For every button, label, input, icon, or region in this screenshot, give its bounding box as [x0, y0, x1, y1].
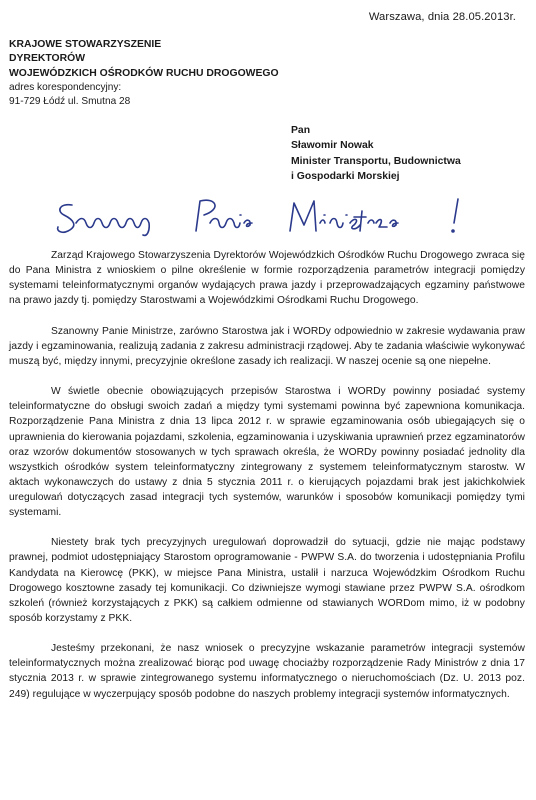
letter-body — [9, 248, 525, 717]
sender-org-line: DYREKTORÓW — [9, 53, 86, 65]
sender-address-label: adres korespondencyjny: — [9, 81, 122, 93]
handwritten-salutation — [54, 193, 474, 243]
sender-org-line: KRAJOWE STOWARZYSZENIE — [9, 39, 162, 50]
recipient-line: i Gospodarki Morskiej — [291, 170, 400, 182]
sender-org-line: WOJEWÓDZKICH OŚRODKÓW RUCHU DROGOWEGO — [9, 67, 279, 79]
body-paragraph: Szanowny Panie Ministrze, zarówno Starostwa jak i WORDy odpowiednio w zakresie wydawania praw jazdy i egzaminowania, realizują zadania z zakresu administracji rządowej. Aby te zadania właściwie wykonywać muszą być, między innymi, precyzyjnie określone zasady ich realizacji. W naszej ocenie są one niepełne. — [9, 325, 525, 367]
recipient-line: Sławomir Nowak — [291, 140, 374, 152]
recipient-line: Minister Transportu, Budownictwa — [291, 155, 461, 167]
sender-address: 91-729 Łódź ul. Smutna 28 — [9, 96, 131, 108]
recipient-line: Pan — [291, 125, 311, 136]
body-paragraph: Zarząd Krajowego Stowarzyszenia Dyrektorów Wojewódzkich Ośrodków Ruchu Drogowego zwraca się do Pana Ministra z wnioskiem o pilne określenie w formie rozporządzenia parametrów integracji pomiędzy systemami teleinformatycznymi organów wydających prawa jazdy i przeprowadzających egzaminy państwowe na prawo jazdy tj. pomiędzy Starostwami a Wojewódzkimi Ośrodkami Ruchu Drogowego. — [9, 250, 525, 307]
body-paragraph: Niestety brak tych precyzyjnych uregulowań doprowadził do sytuacji, gdzie nie mając podstawy prawnej, podmiot udostępniający Starostom oprogramowanie - PWPW S.A. do tworzenia i udostępniania Profilu Kandydata na Kierowcę (PKK), w miejsce Pana Ministra, ustalił i narzuca Wojewódzkim Ośrodkom Ruchu Drogowego kosztowne zasady tej komunikacji. Co dziwniejsze wymogi stawiane przez PWPW S.A. ośrodkom szkoleń (również korzystających z PKK) są całkiem odmienne od stawianych WORDom mimo, iż w podobny sposób korzystamy z PKK. — [9, 537, 525, 624]
body-paragraph: Jesteśmy przekonani, że nasz wniosek o precyzyjne wskazanie parametrów integracji systemów teleinformatycznych można zrealizować biorąc pod uwagę chociażby rozporządzenie Rady Ministrów z dnia 17 stycznia 2013 r. w sprawie zintegrowanego systemu informatycznego o nieruchomościach (Dz. U. 2013 poz. 249) regulujące w wyczerpujący sposób podobne do naszych problemy integracji systemów informatycznych. — [9, 643, 525, 700]
sender-block — [9, 38, 279, 109]
date-line: Warszawa, dnia 28.05.2013r. — [368, 11, 516, 23]
body-paragraph: W świetle obecnie obowiązujących przepisów Starostwa i WORDy powinny posiadać systemy teleinformatyczne do obsługi swoich zadań a między tymi systemami powinna być zapewniona komunikacja. Rozporządzenie Pana Ministra z dnia 13 lipca 2012 r. w sprawie egzaminowania osób ubiegających się o uprawnienia do kierowania pojazdami, szkolenia, egzaminowania i uzyskiwania uprawnień przez egzaminatorów oraz wzorów dokumentów stosowanych w tych sprawach określa, że WORDy powinny posiadać jednolity dla wszystkich ośrodków system teleinformatyczny zintegrowany z systemem teleinformatycznym starostw. W aktach wykonawczych do ustawy z dnia 5 stycznia 2011 r. o kierujących pojazdami brak jest jakichkolwiek uregulowań dotyczących zasad integracji tych systemów, warunków i sposobów komunikacji pomiędzy tymi systemami. — [9, 386, 525, 518]
recipient-block — [291, 123, 461, 184]
